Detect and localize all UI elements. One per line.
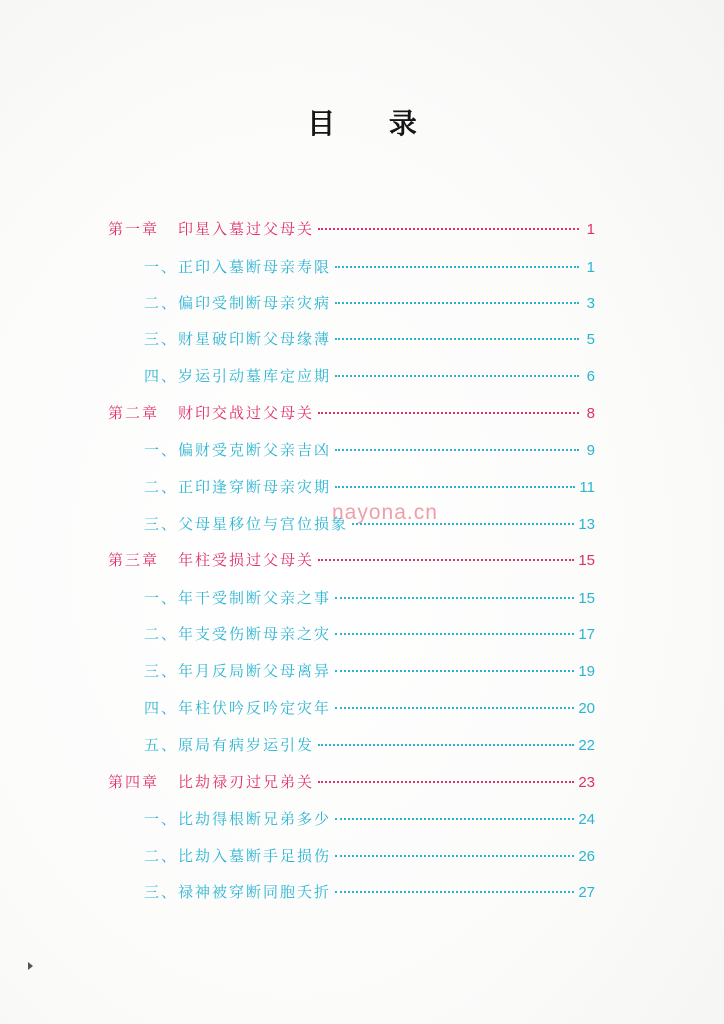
dot-leader [318, 228, 579, 230]
toc-section-3-2[interactable] [144, 623, 595, 645]
section-title: 三、财星破印断父母缘薄 [144, 330, 332, 348]
chapter-title: 财印交战过父母关 [178, 404, 315, 422]
dot-leader [335, 670, 574, 672]
page-number: 1 [586, 259, 595, 276]
dot-leader [335, 891, 574, 893]
page-number: 13 [578, 516, 595, 533]
toc-section-2-1[interactable] [144, 439, 595, 461]
toc-section-1-3[interactable] [144, 328, 595, 350]
page-number: 26 [578, 848, 595, 865]
toc-section-3-1[interactable] [144, 587, 595, 609]
dot-leader [335, 597, 574, 599]
section-title: 三、年月反局断父母离异 [144, 662, 332, 680]
dot-leader [335, 302, 579, 304]
chapter-title: 印星入墓过父母关 [178, 220, 315, 238]
dot-leader [318, 744, 574, 746]
page-title: 目 录 [307, 107, 439, 140]
toc-section-2-2[interactable] [144, 476, 595, 498]
section-title: 四、岁运引动墓库定应期 [144, 367, 332, 385]
toc-section-1-1[interactable] [144, 256, 595, 278]
section-title: 二、正印逢穿断母亲灾期 [144, 478, 332, 496]
page-number: 24 [578, 811, 595, 828]
toc-section-3-4[interactable] [144, 697, 595, 719]
section-title: 五、原局有病岁运引发 [144, 736, 315, 754]
dot-leader [335, 266, 579, 268]
dot-leader [335, 818, 574, 820]
page-number: 5 [586, 331, 595, 348]
toc-chapter-1[interactable] [108, 218, 595, 240]
toc-section-4-1[interactable] [144, 808, 595, 830]
dot-leader [318, 412, 579, 414]
page-number: 17 [578, 626, 595, 643]
toc-entry-label [108, 402, 314, 424]
chapter-number: 第三章 [108, 551, 160, 569]
chapter-number: 第一章 [108, 220, 160, 238]
toc-section-4-2[interactable] [144, 845, 595, 867]
dot-leader [335, 338, 579, 340]
toc-chapter-4[interactable] [108, 771, 595, 793]
dot-leader [335, 633, 574, 635]
dot-leader [335, 449, 579, 451]
page-number: 20 [578, 700, 595, 717]
section-title: 二、偏印受制断母亲灾病 [144, 294, 332, 312]
page-number: 15 [578, 552, 595, 569]
dot-leader [318, 559, 574, 561]
toc-entry-label [108, 549, 314, 571]
section-title: 一、正印入墓断母亲寿限 [144, 258, 332, 276]
toc-chapter-2[interactable] [108, 402, 595, 424]
section-title: 一、比劫得根断兄弟多少 [144, 810, 332, 828]
page-number: 19 [578, 663, 595, 680]
chapter-title: 比劫禄刃过兄弟关 [178, 773, 315, 791]
dot-leader [335, 855, 574, 857]
chapter-number: 第四章 [108, 773, 160, 791]
page-number: 22 [578, 737, 595, 754]
section-title: 四、年柱伏吟反吟定灾年 [144, 699, 332, 717]
page-number: 3 [586, 295, 595, 312]
page-number: 8 [586, 405, 595, 422]
dot-leader [318, 781, 574, 783]
section-title: 一、年干受制断父亲之事 [144, 589, 332, 607]
dot-leader [335, 486, 575, 488]
toc-entry-label [108, 771, 314, 793]
page-number: 9 [586, 442, 595, 459]
page-number: 11 [579, 479, 595, 496]
section-title: 二、比劫入墓断手足损伤 [144, 847, 332, 865]
section-title: 三、禄神被穿断同胞夭折 [144, 883, 332, 901]
toc-section-1-4[interactable] [144, 365, 595, 387]
page-number: 1 [586, 221, 595, 238]
scan-mark-icon [28, 962, 33, 970]
page-number: 23 [578, 774, 595, 791]
dot-leader [335, 707, 574, 709]
watermark-text: nayona.cn [332, 501, 438, 524]
toc-entry-label [108, 218, 314, 240]
page-number: 6 [586, 368, 595, 385]
chapter-number: 第二章 [108, 404, 160, 422]
section-title: 一、偏财受克断父亲吉凶 [144, 441, 332, 459]
dot-leader [335, 375, 579, 377]
toc-section-1-2[interactable] [144, 292, 595, 314]
toc-section-4-3[interactable] [144, 881, 595, 903]
toc-section-3-5[interactable] [144, 734, 595, 756]
toc-section-3-3[interactable] [144, 660, 595, 682]
toc-chapter-3[interactable] [108, 549, 595, 571]
page-number: 27 [578, 884, 595, 901]
chapter-title: 年柱受损过父母关 [178, 551, 315, 569]
page-number: 15 [578, 590, 595, 607]
section-title: 二、年支受伤断母亲之灾 [144, 625, 332, 643]
section-title: 三、父母星移位与宫位损象 [144, 515, 349, 533]
